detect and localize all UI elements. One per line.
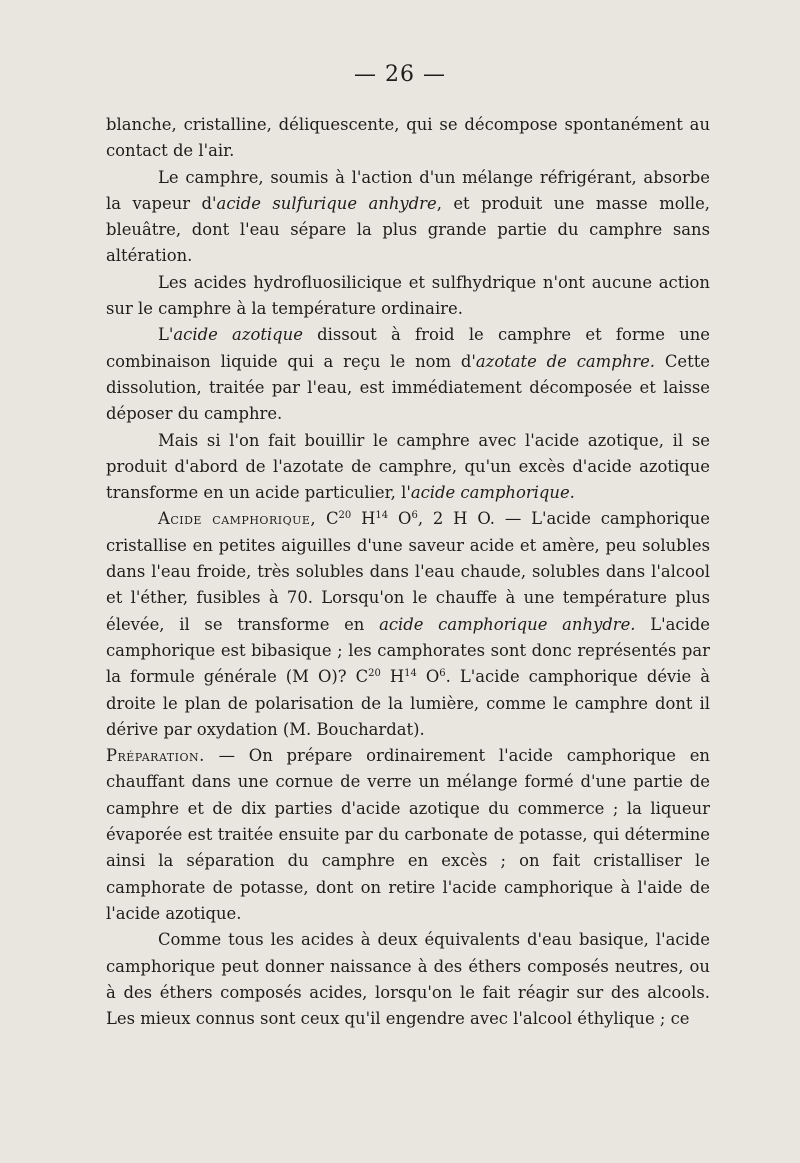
formula-1-o: O — [388, 509, 412, 529]
formula-2 — [356, 667, 446, 686]
p6-text-c: L'acide camphorique est bibasique ; les camphorates sont donc représentés par la formule générale (M O)? — [106, 614, 710, 687]
p6-text-d: . L'acide camphorique dévie à droite le plan de polarisation de la lumière, comme le camphre dont il dérive par oxydation (M. Bouchardat). — [106, 667, 711, 739]
formula-2-h: H — [380, 667, 405, 687]
formula-1-c-sub: 20 — [338, 510, 352, 522]
p6-text-a: — L'acide camphorique cristallise en petites aiguilles d'une saveur acide et amère, peu solubles dans l'eau froide, très solubles dans l'eau chaude, solubles dans l'alcool et l'éther, fusibles à 70. Lorsqu'on le chauffe à une température plus élevée, il se transforme en — [106, 509, 710, 634]
formula-2-o-sub: 6 — [439, 668, 446, 680]
p4-text-a: L' — [158, 325, 174, 345]
formula-2-o: O — [416, 667, 440, 687]
paragraph-6 — [106, 506, 710, 743]
p5-text-a: Mais si l'on fait bouillir le camphre avec l'acide azotique, il se produit d'abord de l'azotate de camphre, qu'un excès d'acide azotique transforme en un acide particulier, l' — [106, 430, 710, 503]
paragraph-8: Comme tous les acides à deux équivalents d'eau basique, l'acide camphorique peut donner naissance à des éthers composés neutres, ou à des éthers composés acides, lorsqu'on le fait réagir sur des alcools. Les mieux connus sont ceux qu'il engendre avec l'alcool éthylique ; ce — [106, 930, 710, 1029]
paragraph-2 — [106, 165, 710, 270]
formula-1-o-sub: 6 — [411, 510, 418, 522]
paragraph-7 — [106, 743, 710, 927]
formula-1 — [326, 509, 495, 528]
paragraph-3: Les acides hydrofluosilicique et sulfhydrique n'ont aucune action sur le camphre à la température ordinaire. — [106, 272, 710, 319]
paragraph-5 — [106, 428, 710, 507]
p4-text-c: dissout à froid le camphre et forme une combinaison liquide qui a reçu le nom d' — [106, 325, 711, 371]
p4-italic-d: azotate de camphre. — [475, 351, 656, 371]
p4-text-e: Cette dissolution, traitée par l'eau, est immédiatement décomposée et laisse déposer du camphre. — [106, 351, 710, 424]
formula-2-c: C — [355, 667, 369, 687]
p2-text-c: , et produit une masse molle, bleuâtre, dont l'eau sépare la plus grande partie du camphre sans altération. — [106, 193, 710, 266]
section-heading-preparation: Préparation. — [106, 746, 205, 766]
p2-italic: acide sulfurique anhydre — [216, 193, 437, 213]
paragraph-4 — [106, 322, 710, 427]
formula-2-h-sub: 14 — [404, 668, 417, 680]
formula-2-c-sub: 20 — [368, 668, 381, 680]
formula-1-rest: , 2 H O. — [417, 509, 496, 529]
p6-italic-b: acide camphorique anhydre. — [379, 614, 636, 634]
section-heading-acide-camphorique: Acide camphorique, — [158, 509, 317, 529]
p5-italic-b: acide camphorique. — [410, 483, 575, 503]
formula-1-c: C — [325, 509, 339, 529]
p7-text-a: — On prépare ordinairement l'acide camphorique en chauffant dans une cornue de verre un mélange formé d'une partie de camphre et de dix parties d'acide azotique du commerce ; la liqueur évaporée est traitée ensuite par du carbonate de potasse, qui détermine ainsi la séparation du camphre en excès ; on fait cristalliser le camphorate de potasse, dont on retire l'acide camphorique à l'aide de l'acide azotique. — [106, 746, 710, 923]
paragraph-1: blanche, cristalline, déliquescente, qui se décompose spontanément au contact de l'air. — [106, 115, 710, 161]
formula-1-h: H — [351, 509, 376, 529]
p2-text-a: Le camphre, soumis à l'action d'un mélange réfrigérant, absorbe la vapeur d' — [106, 167, 710, 213]
formula-1-h-sub: 14 — [375, 510, 389, 522]
page-number: — 26 — — [354, 62, 446, 87]
p4-italic-b: acide azotique — [173, 325, 303, 345]
body-text — [106, 112, 710, 1032]
